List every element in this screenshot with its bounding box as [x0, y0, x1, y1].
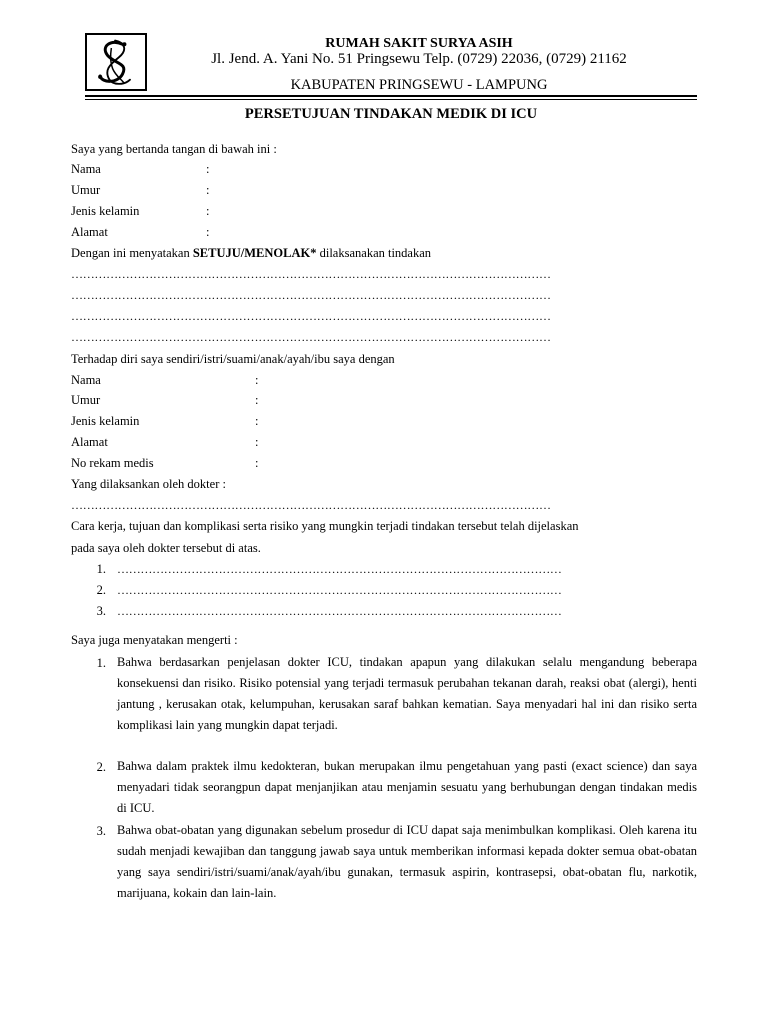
patient-intro: Terhadap diri saya sendiri/istri/suami/anak/ayah/ibu saya dengan — [71, 352, 395, 366]
hospital-address: Jl. Jend. A. Yani No. 51 Pringsewu Telp. (0729) 22036, (0729) 21162 — [211, 51, 627, 67]
patient-gender-label: Jenis kelamin — [71, 414, 140, 428]
patient-address-label: Alamat — [71, 435, 108, 449]
explanation-line-1: Cara kerja, tujuan dan komplikasi serta risiko yang mungkin terjadi tindakan tersebut telah dijelaskan — [71, 519, 579, 533]
signer-age-label: Umur — [71, 183, 101, 197]
doctor-label: Yang dilaksankan oleh dokter : — [71, 477, 226, 491]
explanation-item-3-number: 3. — [96, 604, 106, 618]
action-dot-line-1: …………………………………………………………………………………………………………… — [71, 267, 551, 281]
patient-address-colon: : — [255, 435, 259, 449]
understanding-item-3-number: 3. — [96, 824, 106, 838]
signer-name-label: Nama — [71, 162, 101, 176]
explanation-item-1-number: 1. — [96, 562, 106, 576]
consent-choice: SETUJU/MENOLAK* — [192, 246, 317, 260]
signer-age-colon: : — [206, 183, 210, 197]
stylized-s-logo-icon — [87, 35, 145, 89]
action-dot-line-3: …………………………………………………………………………………………………………… — [71, 309, 551, 323]
action-dot-line-2: …………………………………………………………………………………………………………… — [71, 288, 551, 302]
signer-intro: Saya yang bertanda tangan di bawah ini : — [71, 142, 277, 156]
hospital-logo — [85, 33, 147, 91]
action-dot-line-4: …………………………………………………………………………………………………………… — [71, 330, 551, 344]
header-divider-thin — [85, 99, 697, 100]
explanation-line-2: pada saya oleh dokter tersebut di atas. — [71, 541, 261, 555]
understanding-item-1-text: Bahwa berdasarkan penjelasan dokter ICU, tindakan apapun yang dilakukan selalu mengandung beberapa konsekuensi dan risiko. Risiko potensial yang terjadi termasuk perubahan tekanan darah, reaksi obat (alergi), henti jantung , kerusakan otak, kelumpuhan, kerusakan saraf bahkan kematian. Saya menyadari hal ini dan risiko serta komplikasi lain yang mungkin dapat terjadi. — [117, 655, 697, 732]
understanding-intro: Saya juga menyatakan mengerti : — [71, 633, 238, 647]
signer-address-colon: : — [206, 225, 210, 239]
patient-age-colon: : — [255, 393, 259, 407]
patient-name-label: Nama — [71, 373, 101, 387]
patient-mrn-colon: : — [255, 456, 259, 470]
signer-address-label: Alamat — [71, 225, 108, 239]
explanation-item-2-dots: …………………………………………………………………………………………………… — [117, 583, 562, 597]
explanation-item-3-dots: …………………………………………………………………………………………………… — [117, 604, 562, 618]
signer-gender-colon: : — [206, 204, 210, 218]
header-divider-thick — [85, 95, 697, 97]
patient-name-colon: : — [255, 373, 259, 387]
signer-name-colon: : — [206, 162, 210, 176]
document-title: PERSETUJUAN TINDAKAN MEDIK DI ICU — [244, 106, 538, 122]
doctor-dot-line: …………………………………………………………………………………………………………… — [71, 498, 551, 512]
explanation-item-1-dots: …………………………………………………………………………………………………… — [117, 562, 562, 576]
understanding-item-2-number: 2. — [96, 760, 106, 774]
patient-gender-colon: : — [255, 414, 259, 428]
consent-statement: Dengan ini menyatakan SETUJU/MENOLAK* dilaksanakan tindakan — [71, 246, 432, 260]
hospital-region: KABUPATEN PRINGSEWU - LAMPUNG — [290, 77, 548, 93]
understanding-item-1-number: 1. — [96, 656, 106, 670]
understanding-item-3-text: Bahwa obat-obatan yang digunakan sebelum prosedur di ICU dapat saja menimbulkan komplikasi. Oleh karena itu sudah menjadi kewajiban dan tanggung jawab saya untuk memberikan informasi kepada dokter semua obat-obatan yang saya sendiri/istri/suami/anak/ayah/ibu gunakan, termasuk aspirin, kontrasepsi, obat-obatan flu, narkotik, marijuana, kokain dan lain-lain. — [117, 823, 697, 900]
signer-gender-label: Jenis kelamin — [71, 204, 140, 218]
explanation-item-2-number: 2. — [96, 583, 106, 597]
hospital-name: RUMAH SAKIT SURYA ASIH — [325, 36, 513, 51]
understanding-item-2-text: Bahwa dalam praktek ilmu kedokteran, bukan merupakan ilmu pengetahuan yang pasti (exact science) dan saya menyadari tidak seorangpun dapat menjanjikan atau menjamin sesuatu yang berhubungan dengan tindakan medis di ICU. — [117, 759, 697, 815]
patient-mrn-label: No rekam medis — [71, 456, 154, 470]
patient-age-label: Umur — [71, 393, 101, 407]
